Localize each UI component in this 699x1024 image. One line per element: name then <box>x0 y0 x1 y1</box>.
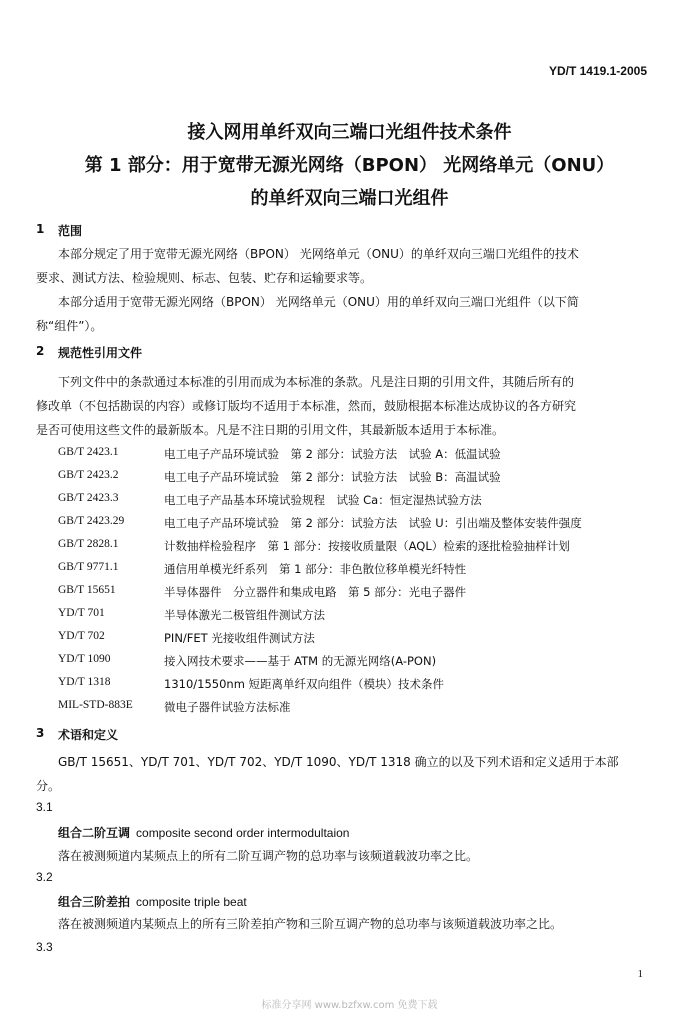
reference-title: 通信用单模光纤系列 第 1 部分：非色散位移单模光纤特性 <box>164 562 467 576</box>
reference-title: 计数抽样检验程序 第 1 部分：按接收质量限（AQL）检索的逐批检验抽样计划 <box>164 539 570 553</box>
section-2-heading: 规范性引用文件 <box>58 346 143 360</box>
term-name <box>58 824 349 841</box>
reference-title: 1310/1550nm 短距离单纤双向组件（模块）技术条件 <box>164 677 445 691</box>
section-1-heading: 范围 <box>58 224 83 238</box>
standard-number: YD/T 1419.1-2005 <box>548 64 647 78</box>
reference-code: MIL-STD-883E <box>58 699 133 711</box>
reference-code: YD/T 701 <box>58 607 105 619</box>
section-1-paragraph-1-line-2: 要求、测试方法、检验规则、标志、包装、贮存和运输要求等。 <box>36 271 373 285</box>
section-3-heading: 术语和定义 <box>58 728 119 742</box>
section-1-paragraph-2-line-2: 称“组件”）。 <box>36 319 103 333</box>
reference-code: GB/T 2828.1 <box>58 538 119 550</box>
reference-code: GB/T 2423.2 <box>58 469 119 481</box>
reference-title: 电工电子产品环境试验 第 2 部分：试验方法 试验 B：高温试验 <box>164 470 501 484</box>
reference-title: 电工电子产品基本环境试验规程 试验 Ca：恒定湿热试验方法 <box>164 493 482 507</box>
reference-code: GB/T 2423.3 <box>58 492 119 504</box>
section-3-number: 3 <box>36 726 45 740</box>
watermark: 标准分享网 www.bzfxw.com 免费下载 <box>261 1000 438 1011</box>
term-name-en: composite triple beat <box>136 895 247 909</box>
reference-code: YD/T 1090 <box>58 653 111 665</box>
reference-title: 微电子器件试验方法标准 <box>164 700 291 714</box>
term-number: 3.3 <box>36 940 53 954</box>
section-2-intro-line-2: 修改单（不包括勘误的内容）或修订版均不适用于本标准，然而，鼓励根据本标准达成协议的各方研究 <box>36 399 577 413</box>
section-2-number: 2 <box>36 344 45 358</box>
term-definition: 落在被测频道内某频点上的所有二阶互调产物的总功率与该频道载波功率之比。 <box>58 849 479 863</box>
reference-code: GB/T 9771.1 <box>58 561 119 573</box>
reference-title: 接入网技术要求——基于 ATM 的无源光网络(A-PON) <box>164 654 437 668</box>
term-name-zh: 组合三阶差拍 <box>58 895 131 909</box>
reference-code: GB/T 2423.1 <box>58 446 119 458</box>
section-2-intro-line-1: 下列文件中的条款通过本标准的引用而成为本标准的条款。凡是注日期的引用文件，其随后所有的 <box>58 375 575 389</box>
section-1-paragraph-1-line-1: 本部分规定了用于宽带无源光网络（BPON） 光网络单元（ONU）的单纤双向三端口光组件的技术 <box>58 247 579 261</box>
term-name-en: composite second order intermodultaion <box>136 826 350 840</box>
reference-title: 电工电子产品环境试验 第 2 部分：试验方法 试验 A：低温试验 <box>164 447 501 461</box>
document-title-line-2: 第 1 部分：用于宽带无源光网络（BPON） 光网络单元（ONU） <box>84 155 615 176</box>
document-title-line-1: 接入网用单纤双向三端口光组件技术条件 <box>187 122 512 143</box>
term-number: 3.1 <box>36 800 53 814</box>
reference-title: 电工电子产品环境试验 第 2 部分：试验方法 试验 U：引出端及整体安装件强度 <box>164 516 582 530</box>
term-name-zh: 组合二阶互调 <box>58 826 131 840</box>
section-2-intro-line-3: 是否可使用这些文件的最新版本。凡是不注日期的引用文件，其最新版本适用于本标准。 <box>36 423 505 437</box>
reference-code: YD/T 1318 <box>58 676 111 688</box>
term-name <box>58 893 247 910</box>
document-title-line-3: 的单纤双向三端口光组件 <box>250 188 449 209</box>
reference-title: 半导体激光二极管组件测试方法 <box>164 608 325 622</box>
reference-title: 半导体器件 分立器件和集成电路 第 5 部分：光电子器件 <box>164 585 467 599</box>
section-3-intro-line-2: 分。 <box>36 779 61 793</box>
section-1-number: 1 <box>36 222 45 236</box>
page-number: 1 <box>637 968 643 980</box>
term-definition: 落在被测频道内某频点上的所有三阶差拍产物和三阶互调产物的总功率与该频道载波功率之比。 <box>58 917 563 931</box>
reference-code: GB/T 2423.29 <box>58 515 125 527</box>
term-number: 3.2 <box>36 870 53 884</box>
section-3-intro-line-1: GB/T 15651、YD/T 701、YD/T 702、YD/T 1090、YD/T 1318 确立的以及下列术语和定义适用于本部 <box>58 755 619 769</box>
section-1-paragraph-2-line-1: 本部分适用于宽带无源光网络（BPON） 光网络单元（ONU）用的单纤双向三端口光组件（以下简 <box>58 295 579 309</box>
reference-title: PIN/FET 光接收组件测试方法 <box>164 631 315 645</box>
reference-code: GB/T 15651 <box>58 584 116 596</box>
reference-code: YD/T 702 <box>58 630 105 642</box>
